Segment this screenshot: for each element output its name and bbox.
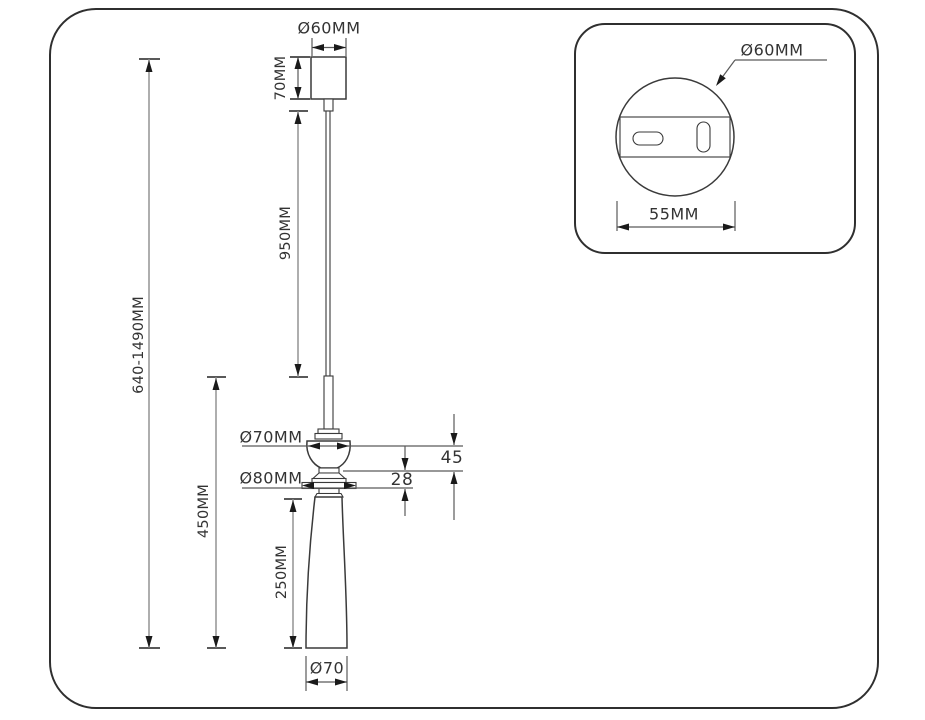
holder-height-label: 45 (440, 448, 464, 468)
detail-canopy-diameter-label: Ø60MM (740, 40, 804, 60)
holder-diameter-label: Ø70MM (239, 427, 303, 447)
neck-flare (313, 473, 345, 479)
overall-height-label: 640-1490MM (131, 296, 147, 394)
stem-collar-upper (318, 429, 339, 434)
dim-holder-diameter (239, 428, 463, 450)
dim-overall-height (131, 59, 160, 648)
outer-frame (50, 9, 878, 708)
shade-height-label: 250MM (274, 544, 290, 600)
arrowhead-right (334, 44, 346, 51)
canopy-diameter-label: Ø60MM (297, 18, 361, 38)
detail-dim-canopy-diameter (716, 41, 827, 87)
disc-upper-plate (312, 479, 346, 483)
dim-fixture-height (196, 377, 226, 648)
suspension-cable (326, 111, 330, 376)
dim-canopy-height (273, 56, 310, 101)
leader-arrowhead (716, 74, 726, 86)
fixture-height-label: 450MM (196, 483, 212, 539)
pendant-fixture (302, 57, 356, 648)
ceiling-canopy (311, 57, 346, 99)
cable-connector (324, 99, 333, 111)
dim-shade-height (274, 499, 302, 648)
dim-canopy-diameter (297, 19, 360, 57)
cone-shade (306, 497, 347, 648)
dim-holder-height (441, 414, 464, 520)
mounting-slot-vertical (697, 122, 710, 152)
canopy-height-label: 70MM (273, 55, 289, 101)
cable-length-label: 950MM (278, 205, 294, 261)
stem-rod (324, 376, 333, 429)
shade-bottom-diameter-label: Ø70 (309, 658, 345, 678)
detail-dim-plate-width (617, 201, 735, 231)
disc-lower-neck (319, 489, 339, 494)
mounting-slot-horizontal (633, 132, 663, 145)
stem-collar-lower (315, 434, 342, 440)
bowl-neck (319, 468, 339, 473)
dim-shade-bottom-diameter (306, 656, 347, 691)
arrowhead-left (312, 44, 324, 51)
dim-disc-height (391, 446, 414, 516)
main-view (131, 19, 463, 692)
plate-width-label: 55MM (649, 204, 699, 224)
detail-view (575, 24, 855, 253)
dim-cable-length (278, 111, 308, 377)
disc-diameter-label: Ø80MM (239, 468, 303, 488)
disc-height-label: 28 (390, 470, 414, 490)
